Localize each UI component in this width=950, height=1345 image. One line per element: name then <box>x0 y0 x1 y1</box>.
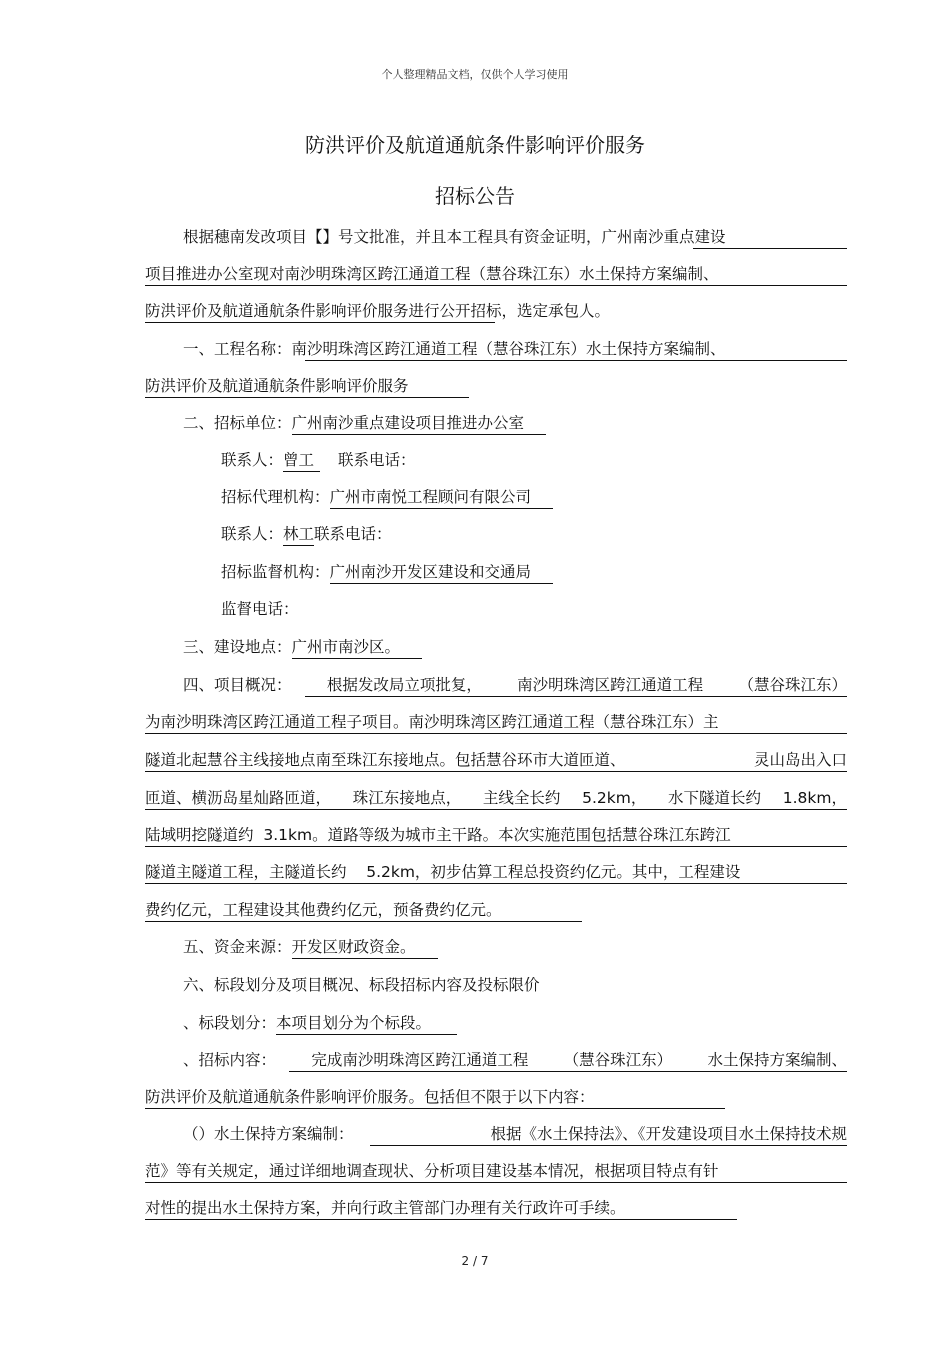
s2-contact-label: 联系人： <box>221 451 284 469</box>
s6-c-line-2: 范》等有关规定，通过详细地调查现状、分析项目建设基本情况，根据项目特点有针 <box>145 1162 719 1180</box>
underline <box>145 883 847 884</box>
underline <box>305 360 847 361</box>
s4-line-2: 为南沙明珠湾区跨江通道工程子项目。南沙明珠湾区跨江通道工程（慧谷珠江东）主 <box>145 713 719 731</box>
s2-supervisor-line <box>221 562 553 584</box>
s4-l4-f: 1.8km， <box>782 789 847 807</box>
s6-b-l1-a: 、招标内容： <box>183 1051 277 1069</box>
s4-line-6: 隧道主隧道工程，主隧道长约 5.2km，初步估算工程总投资约亿元。其中，工程建设 <box>145 863 741 881</box>
s3-value: 广州市南沙区。 <box>292 637 423 659</box>
underline <box>145 846 847 847</box>
s4-l3-a: 隧道北起慧谷主线接地点南至珠江东接地点。包括慧谷环市大道匝道、 <box>145 751 626 769</box>
s1-line-1: 一、工程名称：南沙明珠湾区跨江通道工程（慧谷珠江东）水土保持方案编制、 <box>183 340 726 358</box>
underline <box>145 1219 737 1220</box>
s2-contact-line <box>221 450 416 472</box>
s4-line-7: 费约亿元，工程建设其他费约亿元，预备费约亿元。 <box>145 901 502 919</box>
s2-agent-contact-label: 联系人： <box>221 525 284 543</box>
s2-value: 广州南沙重点建设项目推进办公室 <box>292 413 547 435</box>
s3-label: 三、建设地点： <box>183 638 292 656</box>
s6-c-line-3: 对性的提出水土保持方案，并向行政主管部门办理有关行政许可手续。 <box>145 1199 626 1217</box>
intro-line-1: 根据穗南发改项目【】号文批准，并且本工程具有资金证明，广州南沙重点建设 <box>183 228 726 246</box>
underline <box>145 322 495 323</box>
s4-l3-b: 灵山岛出入口 <box>753 751 847 769</box>
s6-c-line-1 <box>183 1124 847 1144</box>
underline <box>145 771 847 772</box>
s4-l1-a: 四、项目概况： <box>183 676 292 694</box>
s4-line-4 <box>145 788 847 808</box>
s5-label: 五、资金来源： <box>183 938 292 956</box>
underline <box>289 1071 847 1072</box>
document-title: 防洪评价及航道通航条件影响评价服务 <box>305 133 645 157</box>
s4-l1-d: （慧谷珠江东） <box>738 676 847 694</box>
s2-phone-label: 联系电话： <box>338 451 416 469</box>
s6-c-l1-a: （）水土保持方案编制： <box>183 1125 354 1143</box>
underline <box>145 397 469 398</box>
s4-line-1 <box>183 675 847 695</box>
s1-line-2: 防洪评价及航道通航条件影响评价服务 <box>145 377 409 395</box>
s6-a-label: 、标段划分： <box>183 1014 277 1032</box>
s4-l4-a: 匝道、横沥岛星灿路匝道， <box>145 789 332 807</box>
s4-l4-c: 主线全长约 <box>482 789 561 807</box>
s2-supervisor: 广州南沙开发区建设和交通局 <box>330 562 554 584</box>
s2-agent: 广州市南悦工程顾问有限公司 <box>330 487 554 509</box>
s2-supervisor-phone: 监督电话： <box>221 600 299 618</box>
s6-b-l1-c: （慧谷珠江东） <box>563 1051 673 1069</box>
s2-contact: 曾工 <box>283 450 320 472</box>
intro-line-2: 项目推进办公室现对南沙明珠湾区跨江通道工程（慧谷珠江东）水土保持方案编制、 <box>145 265 719 283</box>
s4-l4-e: 水下隧道长约 <box>668 789 762 807</box>
s6-b-l1-d: 水土保持方案编制、 <box>707 1051 847 1069</box>
s2-agent-label: 招标代理机构： <box>221 488 330 506</box>
underline <box>693 248 847 249</box>
s4-l1-b: 根据发改局立项批复， <box>326 676 482 694</box>
underline <box>145 809 847 810</box>
s2-line <box>183 413 546 435</box>
s5-value: 开发区财政资金。 <box>292 937 438 959</box>
s2-agent-phone-label: 联系电话： <box>314 525 392 543</box>
s2-label: 二、招标单位： <box>183 414 292 432</box>
s6-b-line-2: 防洪评价及航道通航条件影响评价服务。包括但不限于以下内容： <box>145 1088 595 1106</box>
s4-l1-c: 南沙明珠湾区跨江通道工程 <box>517 676 704 694</box>
s3-line <box>183 637 422 659</box>
s6-title: 六、标段划分及项目概况、标段招标内容及投标限价 <box>183 976 540 994</box>
s6-b-line-1 <box>183 1050 847 1070</box>
underline <box>370 1145 847 1146</box>
s5-line <box>183 937 438 959</box>
s4-l4-d: 5.2km， <box>582 789 647 807</box>
page-number: 2 / 7 <box>461 1254 489 1268</box>
intro-line-3: 防洪评价及航道通航条件影响评价服务进行公开招标，选定承包人。 <box>145 302 611 320</box>
s2-agent-contact: 林工 <box>283 524 314 546</box>
s4-line-3 <box>145 750 847 770</box>
underline <box>145 285 847 286</box>
s2-agent-contact-line <box>221 524 392 546</box>
underline <box>145 1182 847 1183</box>
s6-b-l1-b: 完成南沙明珠湾区跨江通道工程 <box>311 1051 529 1069</box>
s4-l4-b: 珠江东接地点， <box>352 789 462 807</box>
s6-a-line <box>183 1013 457 1035</box>
document-subtitle: 招标公告 <box>435 184 515 208</box>
underline <box>145 733 847 734</box>
underline <box>145 921 582 922</box>
s2-supervisor-label: 招标监督机构： <box>221 563 330 581</box>
underline <box>305 696 847 697</box>
s6-c-l1-b: 根据《水土保持法》、《开发建设项目水土保持技术规 <box>490 1125 847 1143</box>
s2-agent-line <box>221 487 553 509</box>
page-header: 个人整理精品文档，仅供个人学习使用 <box>381 68 569 81</box>
underline <box>145 1108 725 1109</box>
s4-line-5: 陆域明挖隧道约 3.1km。道路等级为城市主干路。本次实施范围包括慧谷珠江东跨江 <box>145 826 731 844</box>
s6-a-value: 本项目划分为个标段。 <box>276 1013 457 1035</box>
